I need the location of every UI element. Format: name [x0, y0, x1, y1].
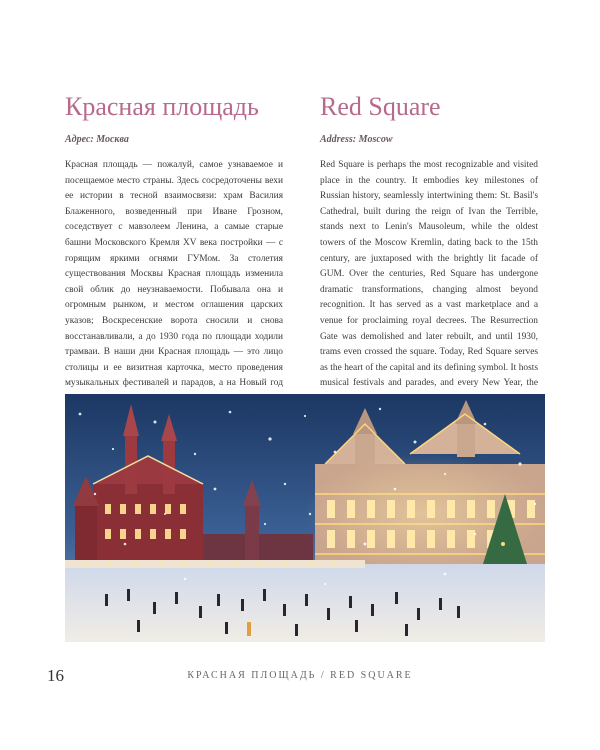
russian-column: [65, 92, 283, 417]
english-address: Address: Moscow: [320, 134, 393, 145]
russian-address: Адрес: Москва: [65, 134, 129, 145]
english-title: Red Square: [320, 92, 441, 121]
english-body-text: Red Square is perhaps the most recognizable and visited place in the country. It embodies key milestones of Russian history, seamlessly intertwining them: St. Basil's Cathedral, built during the reign of Ivan the Terrible, stands next to Lenin's Mausoleum, while the oldest towers of the Moscow Kremlin, dating back to the 15th century, are juxtaposed with the brightly lit facade of GUM. Over the centuries, Red Square has undergone dramatic transformations, changing almost beyond recognition. It has served as a vast marketplace and a venue for proclaiming royal decrees. The Resurrection Gate was demolished and later rebuilt, and until 1930, trams even crossed the square. Today, Red Square serves as the heart of the capital and its defining symbol. It hosts musical festivals and parades, and every New Year, the: [320, 160, 538, 389]
english-column: [320, 92, 538, 417]
russian-body-text: Красная площадь — пожалуй, самое узнаваемое и посещаемое место страны. Здесь сосредоточены вехи ее истории в тесной взаимосвязи: храм Василия Блаженного, возведенный при Иване Грозном, соседствует с мавзолеем Ленина, а самые старые башни Московского Кремля XV века постройки — с горящим яркими огнями ГУМом. За столетия существования Москвы Красная площадь изменила свой облик до неузнаваемости. Побывала она и огромным рынком, и местом оглашения царских указов; Воскресенские ворота сносили и снова восстанавливали, а до 1930 года по площади ходили трамваи. В наши дни Красная площадь — это лицо столицы и ее визитная карточка, место проведения музыкальных фестивалей и парадов, а на Новый год: [65, 160, 283, 389]
page-number: 16: [47, 666, 64, 685]
running-head: КРАСНАЯ ПЛОЩАДЬ / RED SQUARE: [187, 670, 413, 681]
russian-title: Красная площадь: [65, 92, 259, 121]
winter-night-illustration: [65, 394, 545, 642]
red-square-photo: [65, 394, 545, 642]
